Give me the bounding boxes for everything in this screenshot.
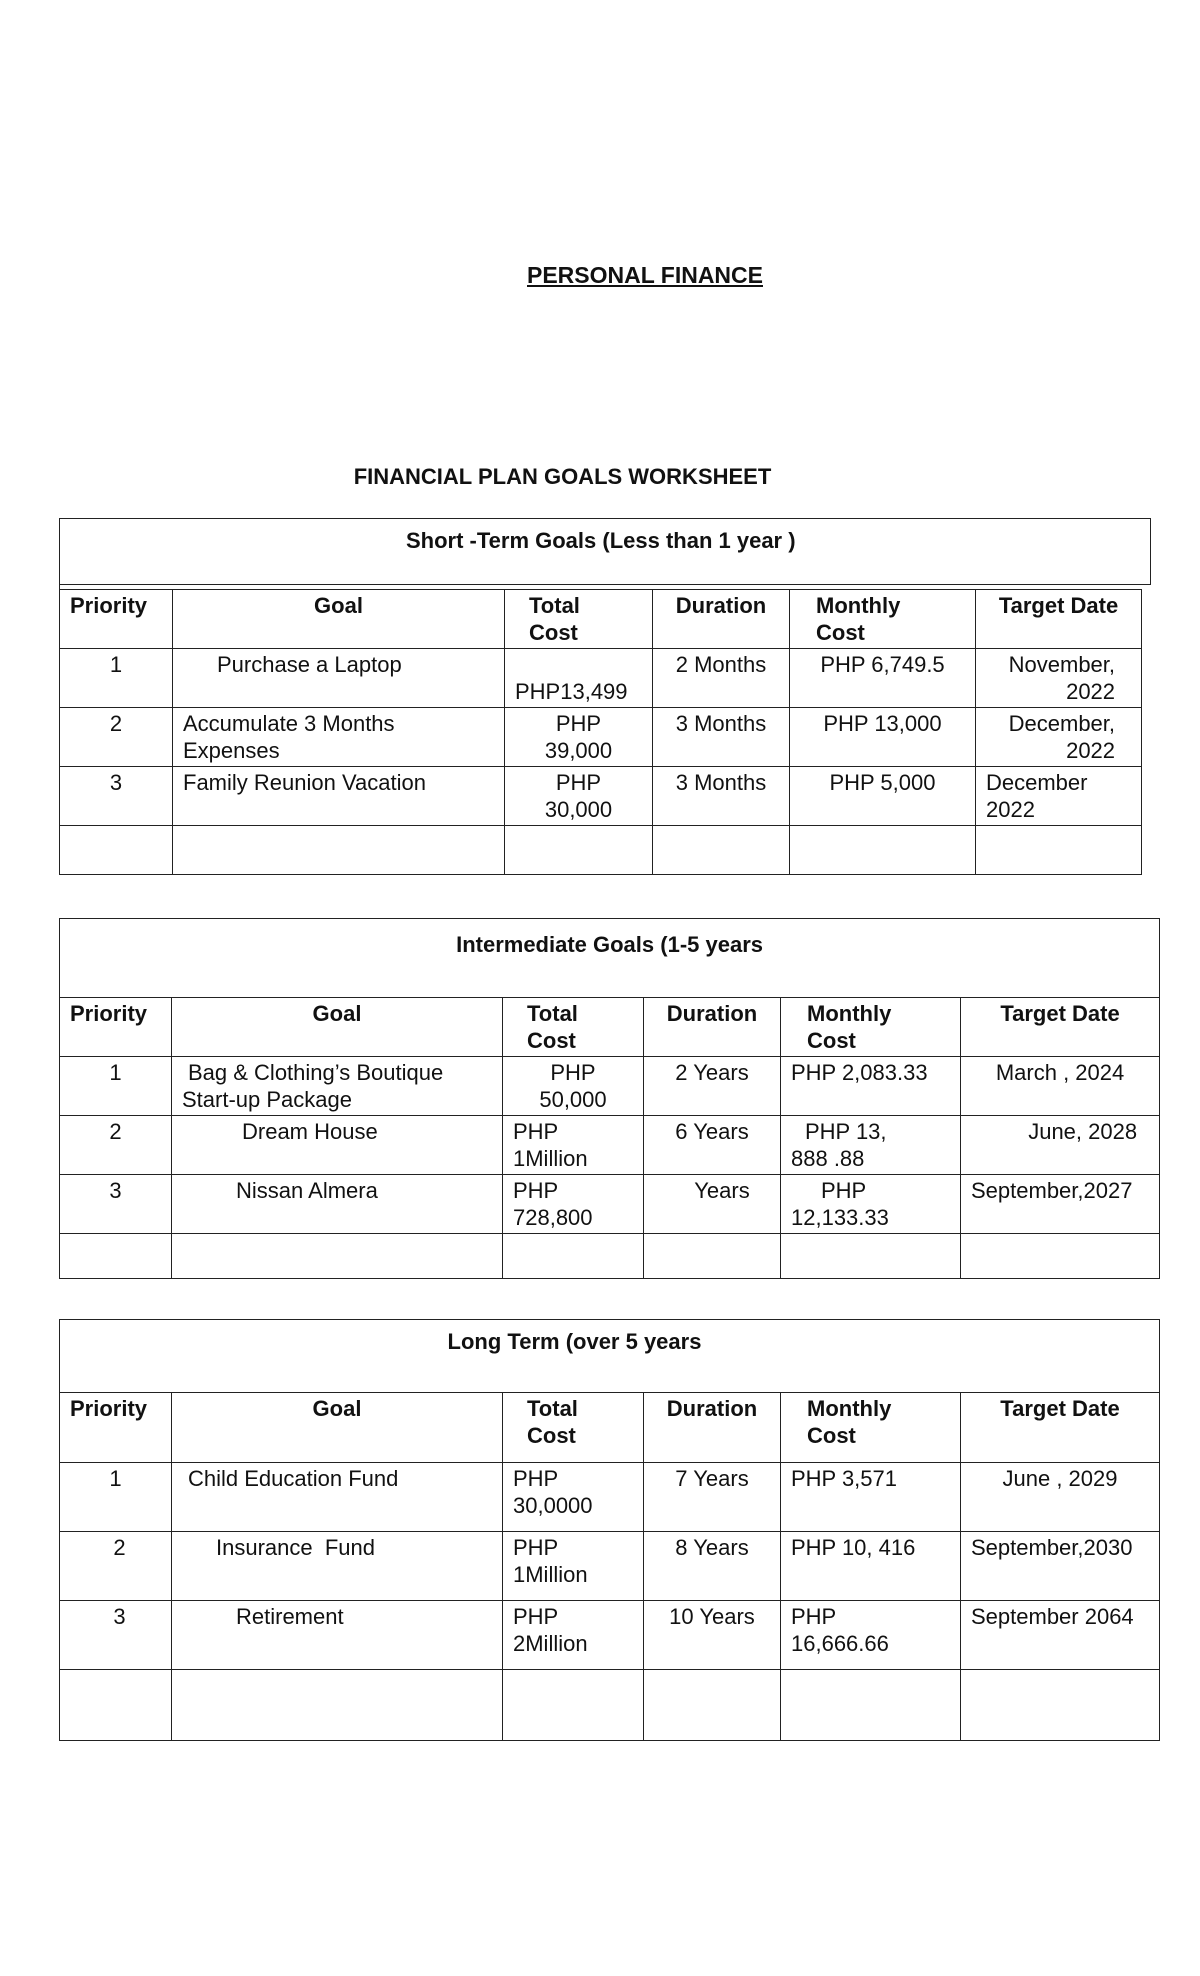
empty-row [60, 826, 1142, 875]
worksheet-title: FINANCIAL PLAN GOALS WORKSHEET [353, 464, 772, 489]
header-goal: Goal [172, 1393, 503, 1463]
table-row: 2 Dream House PHP 1Million 6 Years PHP 13, 888 .88 June, 2028 [60, 1116, 1160, 1175]
header-priority: Priority [60, 590, 173, 649]
header-target-date: Target Date [961, 998, 1160, 1057]
long-term-caption: Long Term (over 5 years [60, 1320, 1160, 1393]
header-priority: Priority [60, 1393, 172, 1463]
header-target-date: Target Date [976, 590, 1142, 649]
header-duration: Duration [644, 998, 781, 1057]
intermediate-caption: Intermediate Goals (1-5 years [60, 919, 1160, 998]
header-total-cost: Total Cost [503, 1393, 644, 1463]
table-row: 3 Retirement PHP 2Million 10 Years PHP 16,666.66 September 2064 [60, 1601, 1160, 1670]
header-duration: Duration [644, 1393, 781, 1463]
table-row: 2 Accumulate 3 Months Expenses PHP 39,000 3 Months PHP 13,000 December, 2022 [60, 708, 1142, 767]
header-monthly-cost: Monthly Cost [781, 1393, 961, 1463]
table-row: 3 Family Reunion Vacation PHP 30,000 3 Months PHP 5,000 December 2022 [60, 767, 1142, 826]
header-goal: Goal [173, 590, 505, 649]
table-row: 2 Insurance Fund PHP 1Million 8 Years PHP 10, 416 September,2030 [60, 1532, 1160, 1601]
header-monthly-cost: Monthly Cost [790, 590, 976, 649]
long-term-goals-table [59, 1319, 1160, 1741]
table-row: 1 Purchase a Laptop PHP13,499 2 Months PHP 6,749.5 November, 2022 [60, 649, 1142, 708]
short-term-caption: Short -Term Goals (Less than 1 year ) [60, 519, 1142, 590]
header-monthly-cost: Monthly Cost [781, 998, 961, 1057]
header-goal: Goal [172, 998, 503, 1057]
header-duration: Duration [653, 590, 790, 649]
short-term-goals-table [59, 518, 1142, 875]
empty-row [60, 1234, 1160, 1279]
empty-row [60, 1670, 1160, 1741]
header-total-cost: Total Cost [503, 998, 644, 1057]
table-row: 1 Child Education Fund PHP 30,0000 7 Years PHP 3,571 June , 2029 [60, 1463, 1160, 1532]
intermediate-goals-table [59, 918, 1160, 1279]
header-total-cost: Total Cost [505, 590, 653, 649]
table-row: 1 Bag & Clothing’s Boutique Start-up Package PHP 50,000 2 Years PHP 2,083.33 March , 2024 [60, 1057, 1160, 1116]
page-title: PERSONAL FINANCE [527, 262, 763, 288]
header-target-date: Target Date [961, 1393, 1160, 1463]
header-priority: Priority [60, 998, 172, 1057]
table-row: 3 Nissan Almera PHP 728,800 Years PHP 12,133.33 September,2027 [60, 1175, 1160, 1234]
